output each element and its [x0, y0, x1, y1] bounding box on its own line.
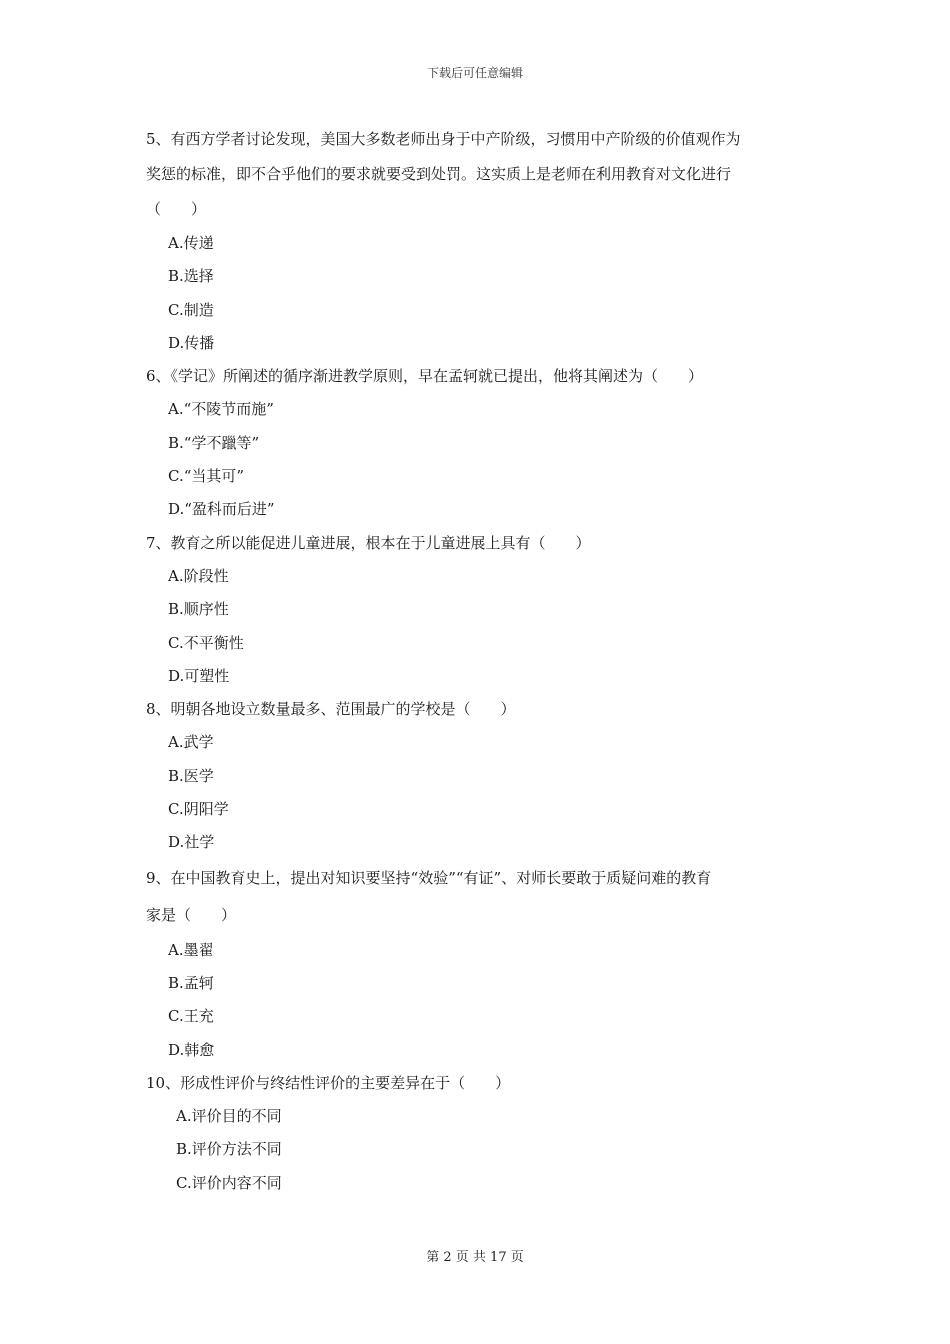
question-9-option-c: C.王充 [168, 1007, 214, 1026]
question-10 [146, 1067, 814, 1200]
question-7-option-d: D.可塑性 [168, 666, 230, 685]
question-9-option-a: A.墨翟 [168, 940, 214, 959]
question-10-option-b: B.评价方法不同 [176, 1140, 282, 1159]
question-8-option-a: A.武学 [168, 733, 214, 752]
question-9-option-d: D.韩愈 [168, 1040, 215, 1059]
question-7-line-1: 7、教育之所以能促进儿童进展，根本在于儿童进展上具有（ ） [146, 533, 591, 552]
question-5-line-2: 奖惩的标准，即不合乎他们的要求就要受到处罚。这实质上是老师在利用教育对文化进行 [146, 165, 732, 183]
question-10-line-1: 10、形成性评价与终结性评价的主要差异在于（ ） [146, 1073, 511, 1092]
question-7-option-a: A.阶段性 [168, 566, 229, 585]
question-7-option-b: B.顺序性 [168, 600, 229, 619]
question-list [146, 122, 814, 1200]
question-6-option-a: A.“不陵节而施” [168, 400, 274, 419]
question-8-option-c: C.阴阳学 [168, 800, 229, 819]
question-6-option-d: D.“盈科而后进” [168, 500, 275, 519]
question-5-option-a: A.传递 [168, 234, 214, 252]
page-footer: 第 2 页 共 17 页 [426, 1250, 524, 1265]
question-8-option-d: D.社学 [168, 833, 215, 852]
question-5-option-b: B.选择 [168, 267, 214, 286]
question-7-option-c: C.不平衡性 [168, 633, 244, 652]
question-8 [146, 693, 814, 859]
question-6-line-1: 6、《学记》所阐述的循序渐进教学原则，早在孟轲就已提出，他将其阐述为（ ） [146, 367, 704, 386]
question-8-line-1: 8、明朝各地设立数量最多、范围最广的学校是（ ） [146, 700, 516, 719]
question-5 [146, 122, 814, 360]
question-8-option-b: B.医学 [168, 766, 214, 785]
page-header: 下载后可任意编辑 [426, 66, 523, 80]
question-5-line-3: （ ） [146, 200, 207, 218]
question-9-line-1: 9、在中国教育史上，提出对知识要坚持“效验”“有证”、对师长要敢于质疑问难的教育 [146, 868, 712, 887]
question-5-option-d: D.传播 [168, 333, 215, 352]
question-9 [146, 860, 814, 1067]
question-9-line-2: 家是（ ） [146, 905, 237, 924]
question-6-option-c: C.“当其可” [168, 467, 245, 486]
question-10-option-a: A.评价目的不同 [176, 1107, 282, 1126]
question-7 [146, 527, 814, 693]
question-6-option-b: B.“学不躐等” [168, 433, 260, 452]
question-5-option-c: C.制造 [168, 300, 214, 319]
question-10-option-c: C.评价内容不同 [176, 1173, 282, 1192]
question-9-option-b: B.孟轲 [168, 973, 214, 992]
question-5-line-1: 5、有西方学者讨论发现，美国大多数老师出身于中产阶级，习惯用中产阶级的价值观作为 [146, 130, 741, 148]
question-6 [146, 360, 814, 526]
